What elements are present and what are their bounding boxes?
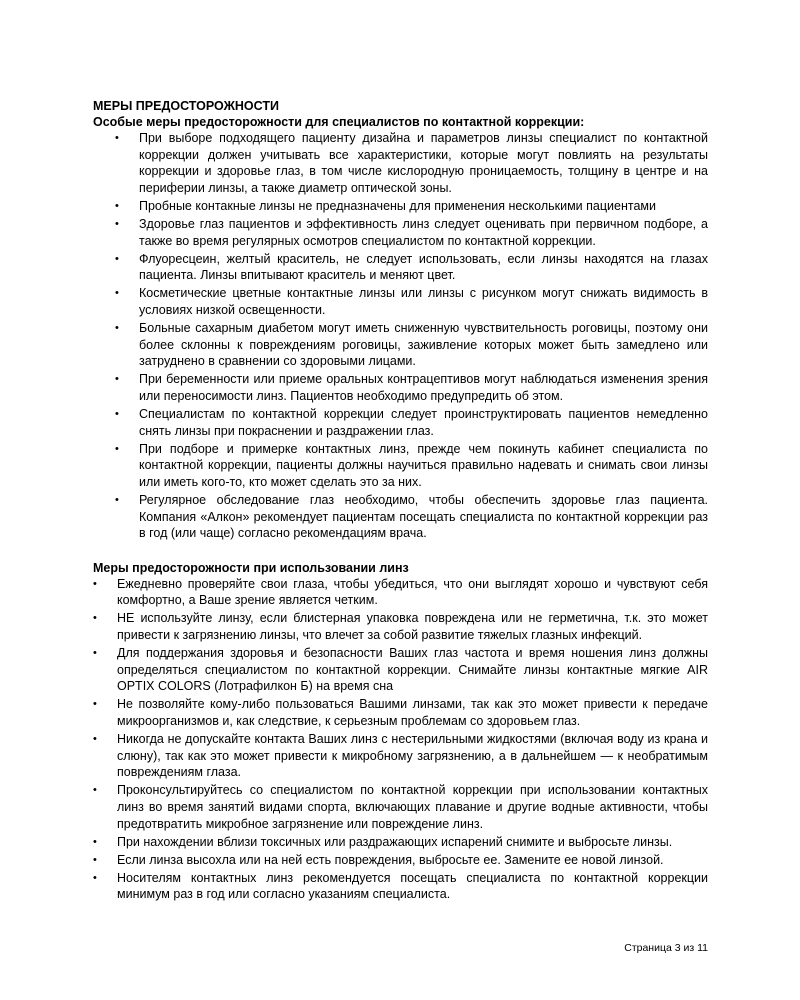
document-content (93, 98, 708, 905)
bullet-icon: • (115, 252, 119, 265)
page-title: МЕРЫ ПРЕДОСТОРОЖНОСТИ (93, 99, 279, 113)
list-item (93, 371, 708, 404)
list-item-text: Для поддержания здоровья и безопасности Ваших глаз частота и время ношения линз должны определяться специалистом по контактной коррекции. Снимайте линзы контактные мягкие AIR OPTIX COLORS (Лотрафилкон Б) на время сна (117, 646, 708, 694)
list-item-text: Пробные контакные линзы не предназначены для применения несколькими пациентами (139, 198, 656, 213)
bullet-icon: • (93, 871, 97, 884)
list-item (93, 696, 708, 729)
list-item-text: Носителям контактных линз рекомендуется посещать специалиста по контактной коррекции минимум раз в год или согласно указаниям специалиста. (117, 870, 708, 902)
bullet-icon: • (115, 132, 119, 144)
bullet-icon: • (115, 199, 119, 212)
lens-use-precautions-list (93, 576, 708, 903)
bullet-icon: • (115, 287, 119, 300)
list-item (93, 492, 708, 542)
list-item (93, 731, 708, 781)
list-item (93, 216, 708, 249)
list-item (93, 130, 708, 196)
list-item (93, 406, 708, 439)
bullet-icon: • (93, 733, 97, 746)
list-item (93, 870, 708, 903)
list-item (93, 198, 708, 215)
bullet-icon: • (93, 784, 97, 797)
bullet-icon: • (115, 322, 119, 335)
specialist-precautions-list (93, 130, 708, 542)
list-item-text: Проконсультируйтесь со специалистом по контактной коррекции при использовании контактных линз во время занятий видами спорта, включающих плавание и другие водные активности, чтобы предотвратить микробное загрязнение или повреждение линз. (117, 783, 708, 831)
bullet-icon: • (93, 647, 97, 660)
bullet-icon: • (115, 442, 119, 455)
list-item-text: При подборе и примерке контактных линз, прежде чем покинуть кабинет специалиста по контактной коррекции, пациенты должны научиться правильно надевать и снимать свои линзы или иметь кого-то, кто может сделать это за них. (139, 441, 708, 489)
list-item (93, 852, 708, 869)
page-number: Страница 3 из 11 (624, 942, 708, 954)
bullet-icon: • (93, 698, 97, 711)
list-item-text: При выборе подходящего пациенту дизайна и параметров линзы специалист по контактной коррекции должен учитывать все характеристики, которые могут повлиять на результаты коррекции и здоровье глаз, в том числе кислородную проницаемость, толщину в центре и на периферии линзы, а также диаметр оптической зоны. (139, 131, 708, 195)
list-item-text: Здоровье глаз пациентов и эффективность линз следует оценивать при первичном подборе, а также во время регулярных осмотров специалистом по контактной коррекции. (139, 216, 708, 248)
list-item-text: Ежедневно проверяйте свои глаза, чтобы убедиться, что они выглядят хорошо и чувствуют себя комфортно, а Ваше зрение является четким. (117, 576, 708, 608)
list-item-text: Если линза высохла или на ней есть повреждения, выбросьте ее. Замените ее новой линзой. (117, 852, 664, 867)
list-item-text: Флуоресцеин, желтый краситель, не следует использовать, если линзы находятся на глазах пациента. Линзы впитывают краситель и меняют цвет. (139, 251, 708, 283)
section-heading-lens-use: Меры предосторожности при использовании линз (93, 560, 409, 575)
bullet-icon: • (115, 493, 119, 506)
list-item (93, 576, 708, 609)
list-item-text: НЕ используйте линзу, если блистерная упаковка повреждена или не герметична, т.к. это может привести к загрязнению линзы, что влечет за собой развитие тяжелых глазных инфекций. (117, 611, 708, 643)
bullet-icon: • (115, 217, 119, 230)
list-item (93, 251, 708, 284)
list-item-text: Специалистам по контактной коррекции следует проинструктировать пациентов немедленно снять линзы при покраснении и раздражении глаз. (139, 407, 708, 438)
list-item (93, 610, 708, 643)
list-item (93, 285, 708, 318)
list-item-text: Косметические цветные контактные линзы или линзы с рисунком могут снижать видимость в условиях низкой освещенности. (139, 286, 708, 317)
list-item-text: Регулярное обследование глаз необходимо, чтобы обеспечить здоровье глаз пациента. Компания «Алкон» рекомендует пациентам посещать специалиста по контактной коррекции раз в год (или чаще) согласно рекомендациям врача. (139, 492, 708, 541)
bullet-icon: • (115, 373, 119, 386)
bullet-icon: • (93, 853, 97, 866)
bullet-icon: • (93, 577, 97, 590)
list-item (93, 441, 708, 491)
list-item-text: Не позволяйте кому-либо пользоваться Вашими линзами, так как это может привести к передаче микроорганизмов и, как следствие, к серьезным проблемам со здоровьем глаз. (117, 697, 708, 728)
list-item-text: Больные сахарным диабетом могут иметь сниженную чувствительность роговицы, поэтому они более склонны к повреждениям роговицы, заживление которых может быть замедлено или затруднено в сравнении со здоровыми лицами. (139, 321, 708, 369)
list-item (93, 320, 708, 370)
list-item (93, 782, 708, 832)
list-item (93, 834, 708, 851)
section-heading-specialists: Особые меры предосторожности для специалистов по контактной коррекции: (93, 115, 585, 129)
list-item-text: При нахождении вблизи токсичных или раздражающих испарений снимите и выбросьте линзы. (117, 834, 673, 849)
bullet-icon: • (93, 612, 97, 625)
list-item (93, 645, 708, 695)
list-item-text: Никогда не допускайте контакта Ваших линз с нестерильными жидкостями (включая воду из крана и слюну), так как это может привести к микробному загрязнению, а в дальнейшем — к необратимым повреждениям глаза. (117, 732, 708, 780)
bullet-icon: • (93, 835, 97, 848)
list-item-text: При беременности или приеме оральных контрацептивов могут наблюдаться изменения зрения или переносимости линз. Пациентов необходимо предупредить об этом. (139, 372, 708, 403)
bullet-icon: • (115, 408, 119, 420)
